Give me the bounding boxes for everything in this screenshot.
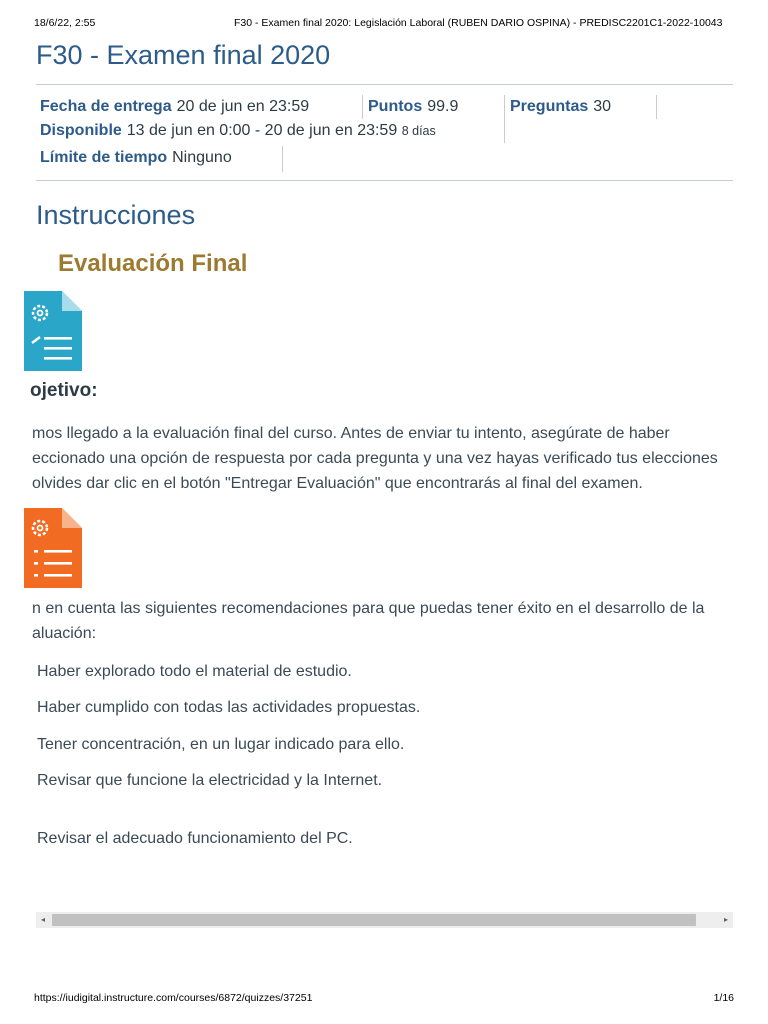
- questions-label: Preguntas: [510, 98, 589, 115]
- instructions-heading: Instrucciones: [36, 200, 196, 230]
- list-item: Revisar que funcione la electricidad y la Internet.: [37, 772, 383, 789]
- detail-separator: [362, 95, 363, 119]
- list-item: Haber explorado todo el material de estudio.: [37, 663, 352, 680]
- page-number: 1/16: [713, 992, 734, 1004]
- available-value: 13 de jun en 0:00 - 20 de jun en 23:59: [126, 122, 398, 139]
- recommendations-line: aluación:: [32, 625, 97, 642]
- recommendations-line: n en cuenta las siguientes recomendaciones para que puedas tener éxito en el desarrollo de la: [32, 600, 705, 617]
- scroll-right-icon[interactable]: ▸: [723, 915, 728, 924]
- print-page-title: F30 - Examen final 2020: Legislación Laboral (RUBEN DARIO OSPINA) - PREDISC2201C1-2022-10043: [234, 17, 723, 29]
- detail-separator: [504, 95, 505, 143]
- time-limit-value: Ninguno: [172, 149, 232, 166]
- evaluation-heading: Evaluación Final: [58, 250, 248, 277]
- list-item: Tener concentración, en un lugar indicado para ello.: [37, 736, 405, 753]
- divider-bottom: [36, 180, 733, 181]
- horizontal-scrollbar[interactable]: [36, 912, 733, 928]
- quiz-title: F30 - Examen final 2020: [36, 40, 331, 70]
- objective-line: mos llegado a la evaluación final del curso. Antes de enviar tu intento, asegúrate de haber: [32, 425, 670, 442]
- points-label: Puntos: [368, 98, 423, 115]
- print-header: [34, 17, 734, 31]
- scrollbar-thumb[interactable]: [52, 914, 696, 926]
- available-label: Disponible: [40, 122, 122, 139]
- objective-line: eccionado una opción de respuesta por cada pregunta y una vez hayas verificado tus elecciones: [32, 450, 718, 467]
- list-item: Haber cumplido con todas las actividades propuestas.: [37, 699, 421, 716]
- document-gear-icon: [24, 508, 82, 588]
- detail-available: [40, 119, 436, 143]
- objective-paragraph: [32, 421, 718, 496]
- objective-heading: ojetivo:: [30, 380, 98, 401]
- questions-value: 30: [593, 98, 612, 115]
- detail-separator: [282, 146, 283, 172]
- due-label: Fecha de entrega: [40, 98, 172, 115]
- page-url: https://iudigital.instructure.com/courses/6872/quizzes/37251: [34, 992, 313, 1004]
- document-gear-icon: [24, 291, 82, 371]
- due-value: 20 de jun en 23:59: [176, 98, 310, 115]
- detail-separator: [656, 95, 657, 119]
- detail-time-limit: [40, 146, 232, 170]
- time-limit-label: Límite de tiempo: [40, 149, 168, 166]
- objective-line: olvides dar clic en el botón "Entregar Evaluación" que encontrarás al final del examen.: [32, 475, 643, 492]
- recommendations-paragraph: [32, 596, 704, 646]
- points-value: 99.9: [427, 98, 459, 115]
- print-footer: [34, 992, 734, 1006]
- list-item: Revisar el adecuado funcionamiento del PC.: [37, 830, 353, 847]
- detail-questions: [510, 95, 611, 119]
- available-days: 8 días: [401, 124, 436, 138]
- detail-points: [368, 95, 458, 119]
- divider-top: [36, 84, 733, 85]
- detail-due: [40, 95, 309, 119]
- print-date: 18/6/22, 2:55: [34, 17, 96, 29]
- scroll-left-icon[interactable]: ◂: [40, 915, 45, 924]
